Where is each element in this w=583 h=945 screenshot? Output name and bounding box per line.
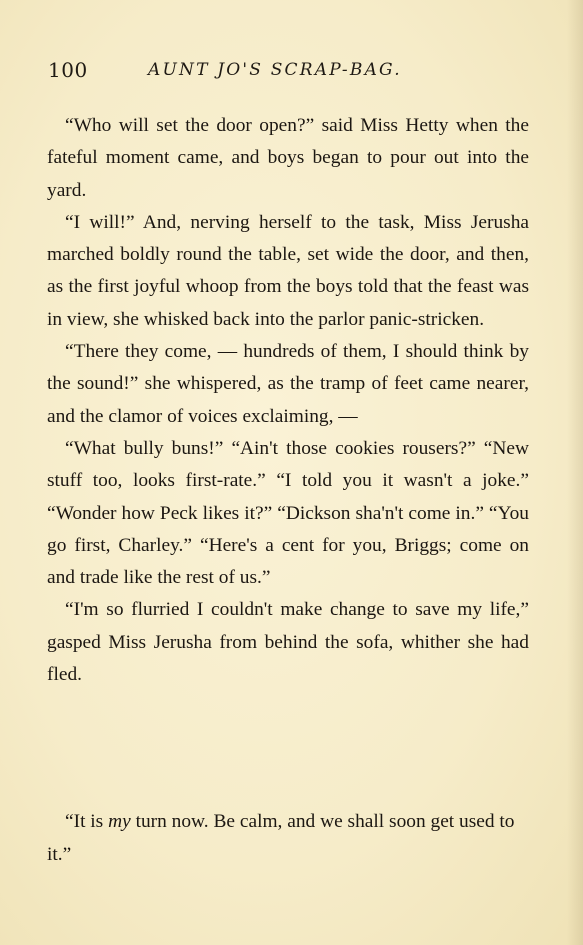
running-head bbox=[48, 58, 528, 86]
paragraph-6-start: “It is bbox=[65, 811, 109, 833]
paragraph-1: “Who will set the door open?” said Miss Hetty when the fateful moment came, and boys began to pour out into the yard. bbox=[47, 115, 529, 201]
paragraph-6-emphasis: my bbox=[108, 811, 131, 833]
paragraph-6 bbox=[47, 806, 529, 871]
page-number: 100 bbox=[48, 58, 88, 82]
paragraph-6-end: turn now. Be calm, and we shall soon get used to it.” bbox=[47, 811, 515, 865]
page-edge-shadow bbox=[567, 0, 583, 945]
paragraph-2: “I will!” And, nerving herself to the task, Miss Jerusha marched boldly round the table, set wide the door, and then, as the first joyful whoop from the boys told that the feast was in view, she whisked back into the parlor panic-stricken. bbox=[47, 211, 529, 330]
paragraph-4: “What bully buns!” “Ain't those cookies rousers?” “New stuff too, looks first-rate.” “I told you it wasn't a joke.” “Wonder how Peck likes it?” “Dickson sha'n't come in.” “You go first, Charley.” “Here's a cent for you, Briggs; come on and trade like the rest of us.” bbox=[47, 437, 529, 589]
book-title: AUNT JO'S SCRAP-BAG. bbox=[148, 60, 402, 80]
body-text bbox=[47, 110, 529, 691]
paragraph-3: “There they come, — hundreds of them, I should think by the sound!” she whispered, as the tramp of feet came nearer, and the clamor of voices exclaiming, — bbox=[47, 341, 529, 427]
paragraph-5: “I'm so flurried I couldn't make change to save my life,” gasped Miss Jerusha from behind the sofa, whither she had fled. bbox=[47, 599, 529, 686]
